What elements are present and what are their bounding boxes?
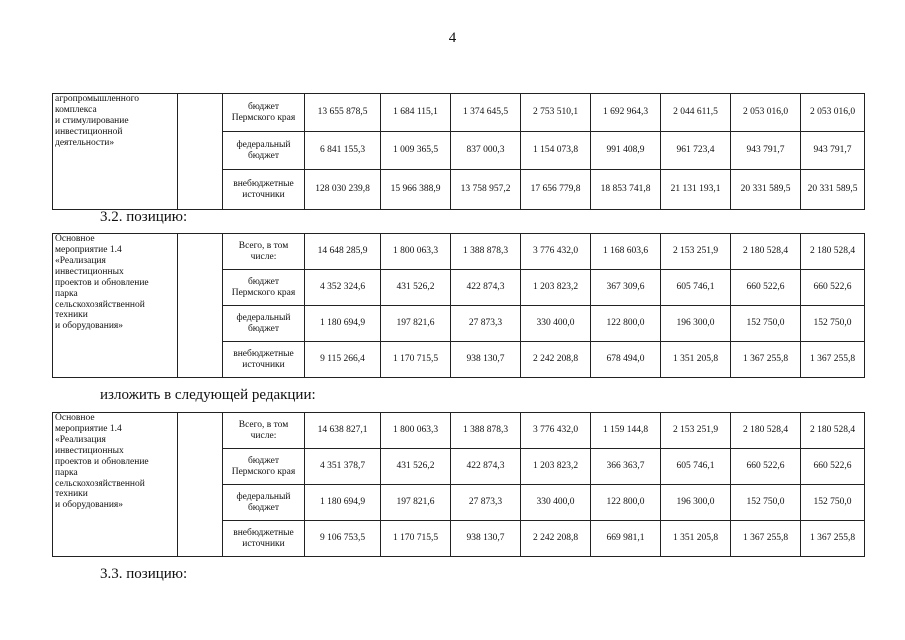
amount-cell: 943 791,7: [731, 132, 801, 170]
table-row: [53, 413, 865, 449]
amount-cell: 152 750,0: [731, 485, 801, 521]
amount-cell: 20 331 589,5: [801, 170, 865, 210]
amount-cell: 13 758 957,2: [451, 170, 521, 210]
amount-cell: 1 800 063,3: [381, 234, 451, 270]
funding-source-line: Всего, в том: [238, 240, 289, 251]
program-name-line: деятельности»: [55, 137, 115, 148]
program-name-line: и стимулирование: [55, 115, 129, 126]
executor-cell: [178, 413, 223, 557]
amount-cell: 9 106 753,5: [305, 521, 381, 557]
amount-cell: 1 351 205,8: [661, 342, 731, 378]
funding-source-cell: [223, 449, 305, 485]
amount-cell: 17 656 779,8: [521, 170, 591, 210]
funding-source-cell: [223, 342, 305, 378]
amount-cell: 605 746,1: [661, 449, 731, 485]
program-name-line: техники: [55, 310, 88, 321]
amount-cell: 14 638 827,1: [305, 413, 381, 449]
amount-cell: 991 408,9: [591, 132, 661, 170]
program-name-line: агропромышленного: [55, 94, 140, 104]
amount-cell: 2 053 016,0: [801, 94, 865, 132]
amount-cell: 2 053 016,0: [731, 94, 801, 132]
amount-cell: 2 180 528,4: [731, 413, 801, 449]
program-name-line: Основное: [55, 234, 95, 244]
funding-source-line: внебюджетные: [233, 178, 294, 189]
amount-cell: 3 776 432,0: [521, 413, 591, 449]
section-heading-3-3: 3.3. позицию:: [100, 566, 188, 582]
program-name-line: инвестиционных: [55, 445, 124, 456]
funding-source-line: федеральный: [236, 491, 291, 502]
funding-source-line: Пермского края: [231, 287, 296, 298]
program-name-line: комплекса: [55, 104, 97, 115]
program-name-line: проектов и обновление: [55, 277, 149, 288]
funding-source-line: бюджет: [247, 150, 280, 161]
funding-table-new-version: [52, 412, 865, 557]
amount-cell: 122 800,0: [591, 485, 661, 521]
funding-source-cell: [223, 270, 305, 306]
program-name-line: Основное: [55, 413, 95, 423]
funding-source-line: источники: [242, 538, 285, 549]
amount-cell: 122 800,0: [591, 306, 661, 342]
amount-cell: 1 388 878,3: [451, 413, 521, 449]
table-row: [53, 234, 865, 270]
program-name-line: и оборудования»: [55, 500, 124, 511]
amount-cell: 197 821,6: [381, 485, 451, 521]
amount-cell: 1 154 073,8: [521, 132, 591, 170]
amount-cell: 605 746,1: [661, 270, 731, 306]
amount-cell: 14 648 285,9: [305, 234, 381, 270]
amount-cell: 2 044 611,5: [661, 94, 731, 132]
amount-cell: 1 159 144,8: [591, 413, 661, 449]
funding-source-line: федеральный: [236, 139, 291, 150]
amount-cell: 330 400,0: [521, 306, 591, 342]
funding-table-current-end: [52, 93, 865, 210]
amount-cell: 20 331 589,5: [731, 170, 801, 210]
amount-cell: 2 180 528,4: [731, 234, 801, 270]
funding-source-line: бюджет: [247, 101, 280, 112]
page-number: 4: [448, 30, 457, 46]
program-name-line: мероприятие 1.4: [55, 423, 122, 434]
section-heading-new-version: изложить в следующей редакции:: [100, 387, 316, 403]
amount-cell: 2 242 208,8: [521, 342, 591, 378]
program-name-cell: [53, 94, 178, 210]
amount-cell: 2 180 528,4: [801, 413, 865, 449]
amount-cell: 367 309,6: [591, 270, 661, 306]
funding-source-line: источники: [242, 189, 285, 200]
program-name-line: парка: [55, 288, 78, 299]
section-heading-3-2: 3.2. позицию:: [100, 209, 188, 225]
funding-source-line: Всего, в том: [238, 419, 289, 430]
amount-cell: 6 841 155,3: [305, 132, 381, 170]
funding-source-cell: [223, 170, 305, 210]
program-name-cell: [53, 234, 178, 378]
amount-cell: 15 966 388,9: [381, 170, 451, 210]
program-name-line: мероприятие 1.4: [55, 244, 122, 255]
amount-cell: 837 000,3: [451, 132, 521, 170]
program-name-line: и оборудования»: [55, 321, 124, 332]
amount-cell: 18 853 741,8: [591, 170, 661, 210]
amount-cell: 13 655 878,5: [305, 94, 381, 132]
amount-cell: 1 374 645,5: [451, 94, 521, 132]
amount-cell: 1 009 365,5: [381, 132, 451, 170]
funding-source-line: числе:: [250, 430, 277, 441]
program-name-line: «Реализация: [55, 434, 106, 445]
program-name-line: инвестиционных: [55, 266, 124, 277]
amount-cell: 197 821,6: [381, 306, 451, 342]
program-name-line: инвестиционной: [55, 126, 123, 137]
amount-cell: 1 351 205,8: [661, 521, 731, 557]
funding-source-line: бюджет: [247, 276, 280, 287]
funding-source-line: бюджет: [247, 502, 280, 513]
executor-cell: [178, 94, 223, 210]
amount-cell: 1 180 694,9: [305, 485, 381, 521]
funding-source-line: источники: [242, 359, 285, 370]
amount-cell: 21 131 193,1: [661, 170, 731, 210]
amount-cell: 196 300,0: [661, 485, 731, 521]
program-name-cell: [53, 413, 178, 557]
funding-source-cell: [223, 306, 305, 342]
amount-cell: 1 367 255,8: [731, 521, 801, 557]
amount-cell: 366 363,7: [591, 449, 661, 485]
amount-cell: 1 388 878,3: [451, 234, 521, 270]
amount-cell: 196 300,0: [661, 306, 731, 342]
amount-cell: 330 400,0: [521, 485, 591, 521]
program-name-line: техники: [55, 489, 88, 500]
funding-source-cell: [223, 94, 305, 132]
amount-cell: 660 522,6: [731, 449, 801, 485]
amount-cell: 2 153 251,9: [661, 234, 731, 270]
amount-cell: 431 526,2: [381, 270, 451, 306]
amount-cell: 660 522,6: [731, 270, 801, 306]
amount-cell: 1 692 964,3: [591, 94, 661, 132]
amount-cell: 669 981,1: [591, 521, 661, 557]
program-name-line: «Реализация: [55, 255, 106, 266]
program-name-line: парка: [55, 467, 78, 478]
amount-cell: 422 874,3: [451, 270, 521, 306]
funding-source-cell: [223, 485, 305, 521]
program-name-line: проектов и обновление: [55, 456, 149, 467]
funding-source-line: федеральный: [236, 312, 291, 323]
funding-source-line: внебюджетные: [233, 527, 294, 538]
amount-cell: 2 242 208,8: [521, 521, 591, 557]
amount-cell: 2 180 528,4: [801, 234, 865, 270]
funding-source-cell: [223, 413, 305, 449]
amount-cell: 1 367 255,8: [801, 342, 865, 378]
amount-cell: 152 750,0: [801, 485, 865, 521]
amount-cell: 1 170 715,5: [381, 342, 451, 378]
amount-cell: 938 130,7: [451, 521, 521, 557]
amount-cell: 27 873,3: [451, 306, 521, 342]
amount-cell: 1 367 255,8: [731, 342, 801, 378]
amount-cell: 4 352 324,6: [305, 270, 381, 306]
table-row: [53, 94, 865, 132]
amount-cell: 4 351 378,7: [305, 449, 381, 485]
funding-table-old-version: [52, 233, 865, 378]
amount-cell: 678 494,0: [591, 342, 661, 378]
amount-cell: 1 203 823,2: [521, 270, 591, 306]
amount-cell: 1 170 715,5: [381, 521, 451, 557]
amount-cell: 660 522,6: [801, 449, 865, 485]
amount-cell: 152 750,0: [801, 306, 865, 342]
funding-source-line: Пермского края: [231, 466, 296, 477]
amount-cell: 422 874,3: [451, 449, 521, 485]
amount-cell: 938 130,7: [451, 342, 521, 378]
amount-cell: 128 030 239,8: [305, 170, 381, 210]
amount-cell: 961 723,4: [661, 132, 731, 170]
amount-cell: 2 753 510,1: [521, 94, 591, 132]
amount-cell: 1 367 255,8: [801, 521, 865, 557]
amount-cell: 1 180 694,9: [305, 306, 381, 342]
amount-cell: 27 873,3: [451, 485, 521, 521]
amount-cell: 1 800 063,3: [381, 413, 451, 449]
funding-source-line: бюджет: [247, 455, 280, 466]
amount-cell: 2 153 251,9: [661, 413, 731, 449]
amount-cell: 660 522,6: [801, 270, 865, 306]
funding-source-line: внебюджетные: [233, 348, 294, 359]
funding-source-cell: [223, 234, 305, 270]
program-name-line: сельскохозяйственной: [55, 299, 145, 310]
funding-source-line: бюджет: [247, 323, 280, 334]
amount-cell: 943 791,7: [801, 132, 865, 170]
executor-cell: [178, 234, 223, 378]
funding-source-line: числе:: [250, 251, 277, 262]
funding-source-cell: [223, 521, 305, 557]
funding-source-cell: [223, 132, 305, 170]
amount-cell: 1 203 823,2: [521, 449, 591, 485]
amount-cell: 1 684 115,1: [381, 94, 451, 132]
amount-cell: 3 776 432,0: [521, 234, 591, 270]
amount-cell: 9 115 266,4: [305, 342, 381, 378]
funding-source-line: Пермского края: [231, 112, 296, 123]
program-name-line: сельскохозяйственной: [55, 478, 145, 489]
amount-cell: 1 168 603,6: [591, 234, 661, 270]
amount-cell: 431 526,2: [381, 449, 451, 485]
amount-cell: 152 750,0: [731, 306, 801, 342]
